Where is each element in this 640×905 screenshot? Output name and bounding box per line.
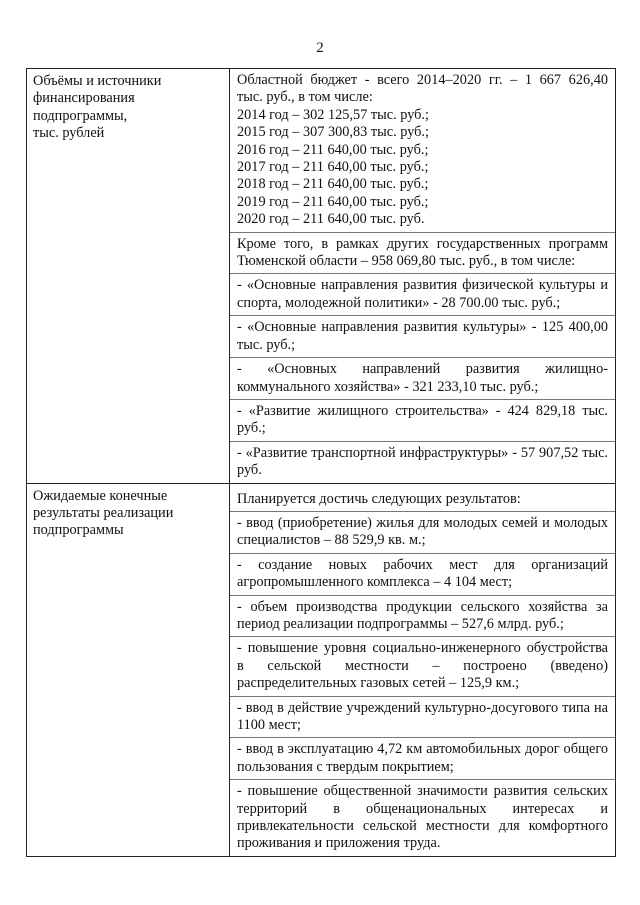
program-item: - «Основные направления развития физической культуры и спорта, молодежной политики» - 28 700.00 тыс. руб.; <box>230 273 615 315</box>
other-programs-paragraph: Кроме того, в рамках других государственных программ Тюменской области – 958 069,80 тыс. руб., в том числе: <box>230 232 615 274</box>
results-label-cell <box>27 483 230 856</box>
result-item: - повышение общественной значимости развития сельских территорий в общенациональных интересах и привлекательности сельской местности для комфортного проживания и приложения труда. <box>230 779 615 856</box>
result-item: - повышение уровня социально-инженерного обустройства в сельской местности – построено (введено) распределительных газовых сетей – 125,9 км.; <box>230 636 615 695</box>
budget-by-year-block <box>230 69 615 232</box>
passport-table <box>26 68 616 857</box>
budget-year-2015: 2015 год – 307 300,83 тыс. руб.; <box>237 124 429 141</box>
budget-year-2014: 2014 год – 302 125,57 тыс. руб.; <box>237 106 429 123</box>
label-line: подпрограммы, <box>33 107 128 124</box>
result-item: - ввод (приобретение) жилья для молодых семей и молодых специалистов – 88 529,9 кв. м.; <box>230 511 615 553</box>
result-item: - объем производства продукции сельского хозяйства за период реализации подпрограммы – 527,6 млрд. руб.; <box>230 595 615 637</box>
budget-year-2020: 2020 год – 211 640,00 тыс. руб. <box>237 211 425 228</box>
budget-year-2017: 2017 год – 211 640,00 тыс. руб.; <box>237 159 429 176</box>
label-line: результаты реализации <box>33 504 174 521</box>
program-item: - «Основных направлений развития жилищно-коммунального хозяйства» - 321 233,10 тыс. руб.; <box>230 357 615 399</box>
label-line: Объёмы и источники <box>33 73 162 89</box>
label-line: подпрограммы <box>33 522 124 539</box>
budget-year-2018: 2018 год – 211 640,00 тыс. руб.; <box>237 176 429 193</box>
budget-year-2019: 2019 год – 211 640,00 тыс. руб.; <box>237 193 429 210</box>
budget-year-2016: 2016 год – 211 640,00 тыс. руб.; <box>237 141 429 158</box>
result-item: - ввод в эксплуатацию 4,72 км автомобильных дорог общего пользования с твердым покрытием; <box>230 737 615 779</box>
financing-label-cell <box>27 69 230 484</box>
label-line: тыс. рублей <box>33 125 105 142</box>
budget-total-line: Областной бюджет - всего 2014–2020 гг. – 1 667 626,40 <box>237 72 608 88</box>
page-number: 2 <box>316 40 324 56</box>
table-row-results <box>27 483 616 856</box>
program-item: - «Развитие транспортной инфраструктуры» - 57 907,52 тыс. руб. <box>230 441 615 483</box>
label-line: финансирования <box>33 90 135 107</box>
results-intro: Планируется достичь следующих результатов: <box>237 490 521 507</box>
financing-content-cell <box>230 69 616 484</box>
result-item: - ввод в действие учреждений культурно-досугового типа на 1100 мест; <box>230 696 615 738</box>
program-item: - «Развитие жилищного строительства» - 424 829,18 тыс. руб.; <box>230 399 615 441</box>
results-content-cell <box>230 483 616 856</box>
label-line: Ожидаемые конечные <box>33 487 168 504</box>
budget-line: тыс. руб., в том числе: <box>237 89 373 106</box>
program-item: - «Основные направления развития культуры» - 125 400,00 тыс. руб.; <box>230 315 615 357</box>
result-item: - создание новых рабочих мест для организаций агропромышленного комплекса – 4 104 мест; <box>230 553 615 595</box>
table-row-financing <box>27 69 616 484</box>
